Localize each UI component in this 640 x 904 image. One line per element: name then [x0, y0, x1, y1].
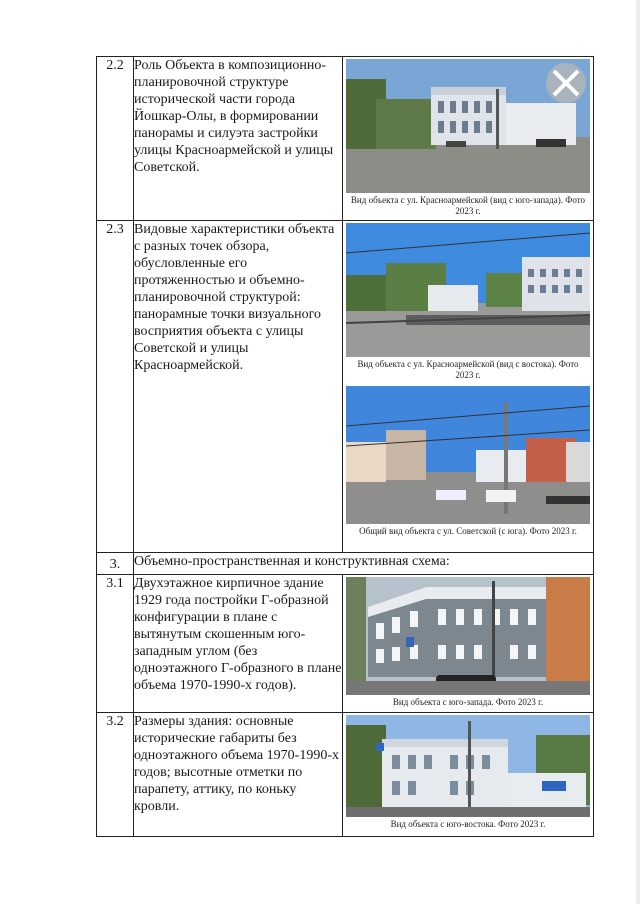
photo-caption: Вид объекта с ул. Красноармейской (вид с востока). Фото 2023 г. — [357, 359, 579, 380]
intersection-photo-icon — [346, 386, 590, 524]
photo-caption: Вид объекта с юго-востока. Фото 2023 г. — [390, 819, 546, 829]
street-panorama-photo-icon — [346, 223, 590, 357]
facade-southeast-photo-icon — [346, 715, 590, 817]
section-row — [97, 553, 594, 575]
table-row — [97, 221, 594, 553]
row-number: 2.2 — [97, 57, 134, 221]
row-description: Двухэтажное кирпичное здание 1929 года постройки Г-образной конфигурации в плане с вытянутым скошенным юго-западным углом (без одноэтажного Г-образного в плане объема 1970-1990-х годов). — [134, 575, 343, 713]
row-description: Роль Объекта в композиционно-планировочной структуре исторической части города Йошкар-Олы, в формировании панорамы и силуэта застройки улицы Красноармейской и улицы Советской. — [134, 57, 343, 221]
section-number: 3. — [97, 553, 134, 575]
photo-cell — [343, 57, 594, 221]
building-photo-icon — [346, 59, 590, 193]
photo-cell — [343, 221, 594, 553]
section-title: Объемно-пространственная и конструктивная схема: — [134, 553, 594, 575]
row-number: 2.3 — [97, 221, 134, 553]
photo-caption: Вид объекта с юго-запада. Фото 2023 г. — [392, 697, 544, 707]
photo-caption: Общий вид объекта с ул. Советской (с юга). Фото 2023 г. — [359, 526, 577, 536]
facade-photo-icon — [346, 577, 590, 695]
row-number: 3.1 — [97, 575, 134, 713]
document-table — [96, 56, 594, 837]
table-row — [97, 713, 594, 837]
photo-caption: Вид объекта с ул. Красноармейской (вид с юго-запада). Фото 2023 г. — [350, 195, 586, 216]
page-edge — [636, 0, 640, 904]
row-description: Размеры здания: основные исторические габариты без одноэтажного объема 1970-1990-х годов; высотные отметки по парапету, аттику, по коньку кровли. — [134, 713, 343, 837]
row-description: Видовые характеристики объекта с разных точек обзора, обусловленные его протяженностью и объемно-планировочной структурой: панорамные точки визуального восприятия объекта с улицы Советской и улицы Красноармейской. — [134, 221, 343, 553]
table-row — [97, 575, 594, 713]
table-row — [97, 57, 594, 221]
photo-cell — [343, 713, 594, 837]
row-number: 3.2 — [97, 713, 134, 837]
photo-cell — [343, 575, 594, 713]
